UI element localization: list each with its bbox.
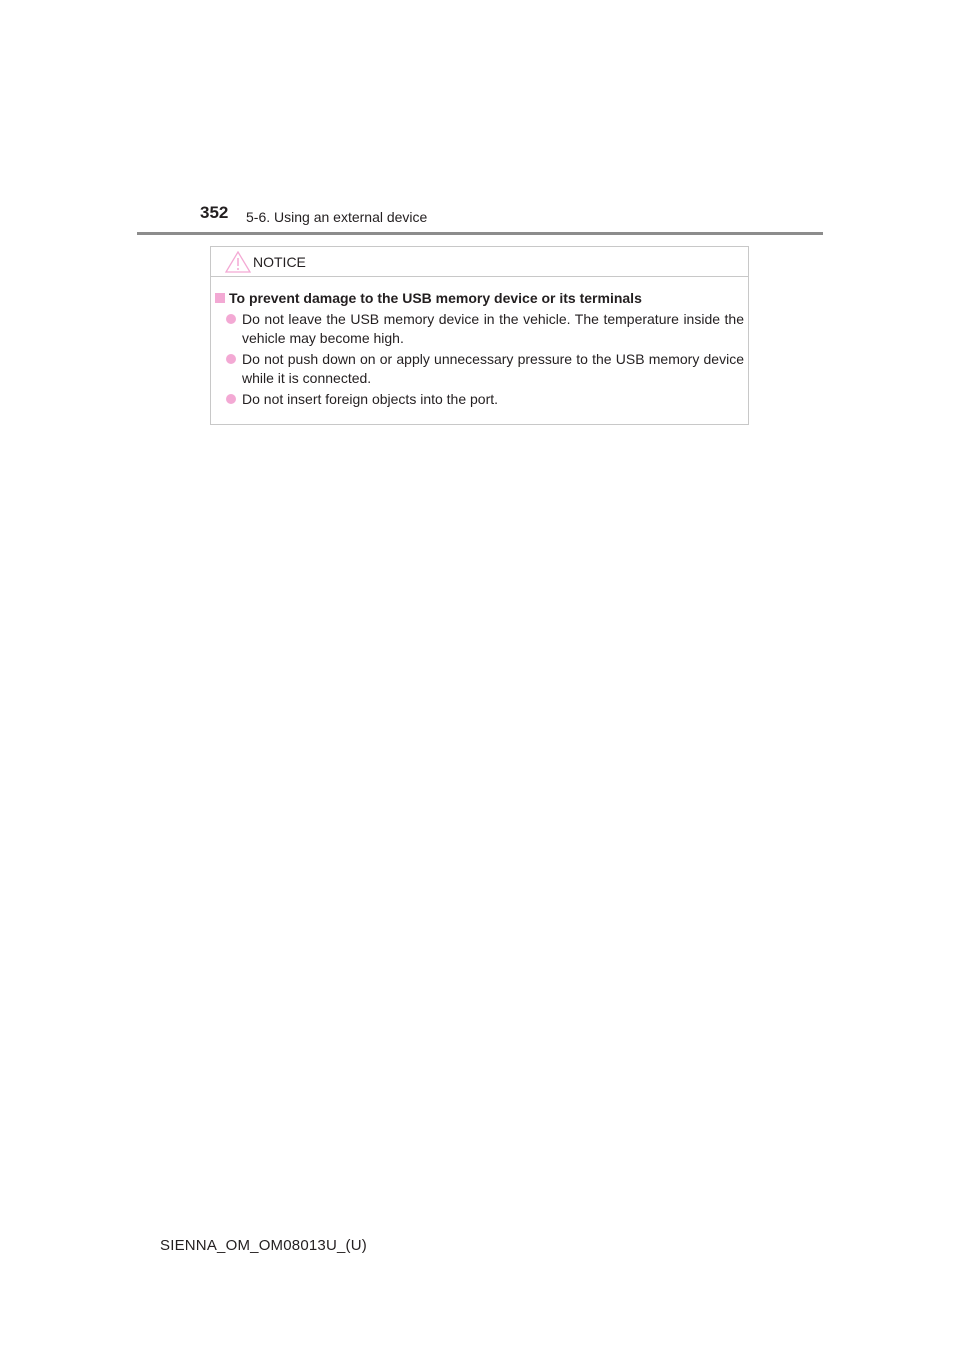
notice-label: NOTICE xyxy=(253,254,306,270)
page-number: 352 xyxy=(200,203,229,222)
bullet-dot-icon xyxy=(226,394,236,404)
footer-code: SIENNA_OM_OM08013U_(U) xyxy=(160,1237,367,1254)
header-rule xyxy=(137,232,823,235)
list-item xyxy=(226,350,744,388)
square-bullet-icon xyxy=(215,293,225,303)
notice-box xyxy=(210,246,749,425)
list-item xyxy=(226,390,744,409)
bullet-dot-icon xyxy=(226,354,236,364)
bullet-dot-icon xyxy=(226,314,236,324)
warning-triangle-icon xyxy=(225,251,251,273)
list-item-text: Do not push down on or apply unnecessary pressure to the USB memory device while it is connected. xyxy=(242,351,744,386)
list-item-text: Do not leave the USB memory device in the vehicle. The temperature inside the vehicle may become high. xyxy=(242,311,744,346)
notice-heading xyxy=(215,290,642,306)
list-item-text: Do not insert foreign objects into the port. xyxy=(242,391,499,407)
notice-header xyxy=(211,247,748,277)
notice-heading-text: To prevent damage to the USB memory device or its terminals xyxy=(229,290,642,306)
section-title: 5-6. Using an external device xyxy=(246,209,428,225)
list-item xyxy=(226,310,744,348)
